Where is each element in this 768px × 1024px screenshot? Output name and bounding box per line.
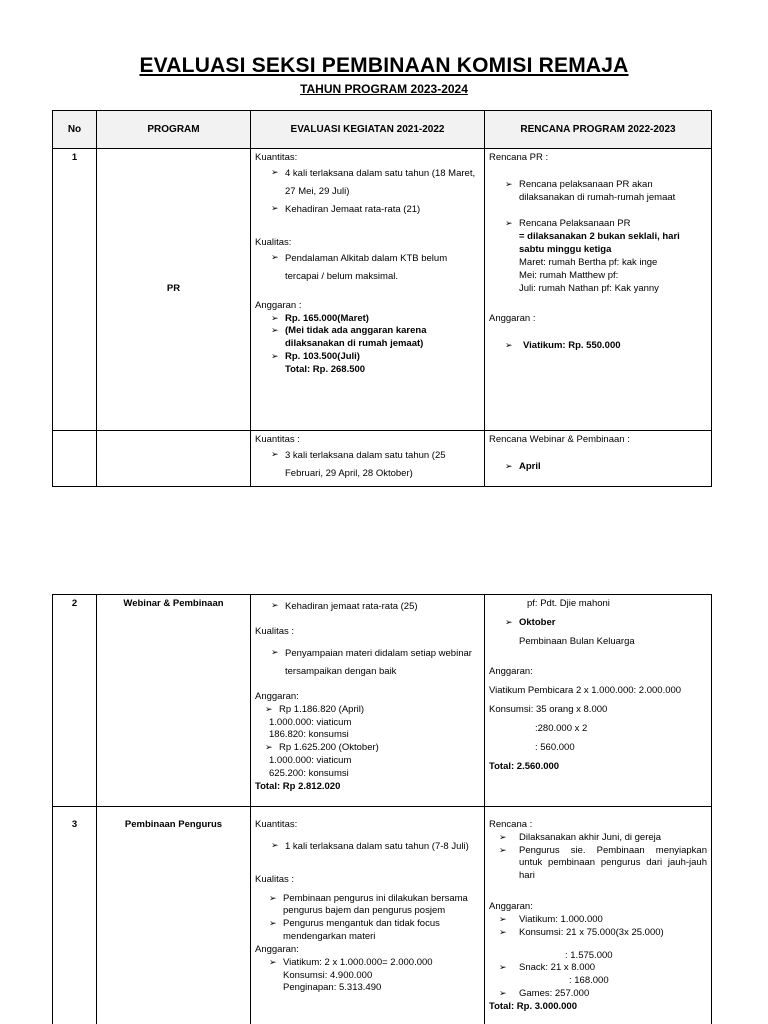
header-no: No: [53, 111, 97, 149]
list-item: ➢ Rencana Pelaksanaan PR: [489, 218, 707, 231]
kualitas-label: Kualitas :: [255, 873, 295, 885]
evaluasi-cell: [251, 149, 485, 431]
anggaran-detail: 186.820: konsumsi: [269, 729, 349, 741]
evaluation-table-1: [52, 110, 712, 487]
rencana-cell: [485, 595, 712, 807]
list-item: ➢ Konsumsi: 21 x 75.000(3x 25.000): [489, 927, 707, 940]
table-row: [53, 595, 712, 807]
rencana-detail: Maret: rumah Bertha pf: kak inge: [519, 256, 658, 268]
rencana-cell: [485, 149, 712, 431]
anggaran-detail: Viatikum Pembicara 2 x 1.000.000: 2.000.000: [489, 685, 682, 697]
header-program: PROGRAM: [97, 111, 251, 149]
row-number: 2: [53, 595, 97, 807]
program-name: Pembinaan Pengurus: [97, 807, 251, 1024]
total-value: Total: Rp. 3.000.000: [489, 1000, 577, 1012]
list-item: ➢ Viatikum: 1.000.000: [489, 914, 707, 927]
anggaran-label: Anggaran:: [489, 666, 533, 678]
list-item: ➢ April: [489, 461, 707, 474]
list-item: ➢ Viatikum: Rp. 550.000: [489, 340, 707, 353]
list-item: ➢ Pembinaan pengurus ini dilakukan bersama pengurus bajem dan pengurus posjem: [255, 893, 480, 919]
document-title: EVALUASI SEKSI PEMBINAAN KOMISI REMAJA: [139, 54, 629, 77]
table-row: [53, 807, 712, 1024]
row-number: [53, 431, 97, 487]
list-item: ➢ Pendalaman Alkitab dalam KTB belum tercapai / belum maksimal.: [255, 250, 480, 286]
rencana-cell: [485, 807, 712, 1024]
kuantitas-label: Kuantitas:: [255, 152, 298, 163]
anggaran-label: Anggaran :: [255, 299, 302, 311]
anggaran-detail: 625.200: konsumsi: [269, 767, 349, 779]
list-item: ➢ Rp. 103.500(Juli): [255, 351, 480, 364]
anggaran-detail: Penginapan: 5.313.490: [283, 982, 382, 994]
kuantitas-label: Kuantitas:: [255, 819, 298, 830]
list-item: ➢ Dilaksanakan akhir Juni, di gereja: [489, 832, 707, 845]
rencana-detail: pf: Pdt. Djie mahoni: [527, 598, 610, 609]
anggaran-detail: Konsumsi: 4.900.000: [283, 969, 373, 981]
kuantitas-label: Kuantitas :: [255, 434, 300, 445]
anggaran-detail: : 560.000: [535, 741, 575, 753]
row-number: 3: [53, 807, 97, 1024]
evaluasi-cell: [251, 431, 485, 487]
list-item: ➢ Rp 1.625.200 (Oktober): [255, 742, 480, 755]
rencana-label: Rencana PR :: [489, 152, 549, 163]
anggaran-detail: :280.000 x 2: [535, 722, 588, 734]
list-item: ➢ Viatikum: 2 x 1.000.000= 2.000.000: [255, 957, 480, 970]
kualitas-label: Kualitas:: [255, 236, 292, 248]
rencana-detail: Mei: rumah Matthew pf:: [519, 269, 619, 281]
evaluasi-cell: [251, 595, 485, 807]
anggaran-label: Anggaran:: [489, 901, 533, 913]
anggaran-label: Anggaran :: [489, 313, 536, 325]
list-item: ➢ 1 kali terlaksana dalam satu tahun (7-8 Juli): [255, 838, 480, 856]
anggaran-label: Anggaran:: [255, 690, 299, 702]
rencana-label: Rencana :: [489, 819, 533, 830]
list-item: ➢ Pengurus mengantuk dan tidak focus mendengarkan materi: [255, 918, 480, 944]
list-item: ➢ Penyampaian materi didalam setiap webinar tersampaikan dengan baik: [255, 645, 480, 681]
row-number: 1: [53, 149, 97, 431]
anggaran-detail: 1.000.000: viaticum: [269, 716, 352, 728]
list-item: ➢ Pengurus sie. Pembinaan menyiapkan untuk pembinaan pengurus dari jauh-jauh hari: [489, 845, 707, 883]
list-item: ➢ Oktober: [489, 617, 707, 630]
list-item: ➢ Games: 257.000: [489, 988, 707, 1001]
header-evaluasi: EVALUASI KEGIATAN 2021-2022: [251, 111, 485, 149]
list-item: ➢ Rencana pelaksanaan PR akan dilaksanakan di rumah-rumah jemaat: [489, 179, 707, 205]
table-row: [53, 149, 712, 431]
table-row: [53, 431, 712, 487]
evaluasi-cell: [251, 807, 485, 1024]
document-subtitle: TAHUN PROGRAM 2023-2024: [300, 82, 468, 96]
table-header-row: [53, 111, 712, 149]
rencana-cell: [485, 431, 712, 487]
list-item: ➢ Rp 1.186.820 (April): [255, 704, 480, 717]
anggaran-detail: Konsumsi: 35 orang x 8.000: [489, 704, 608, 716]
anggaran-detail: : 168.000: [569, 975, 609, 987]
program-name: [97, 431, 251, 487]
list-item: ➢ (Mei tidak ada anggaran karena dilaksanakan di rumah jemaat): [255, 325, 480, 351]
list-item: ➢ Snack: 21 x 8.000: [489, 962, 707, 975]
anggaran-label: Anggaran:: [255, 943, 299, 955]
program-name: PR: [97, 149, 251, 431]
header-rencana: RENCANA PROGRAM 2022-2023: [485, 111, 712, 149]
list-item: ➢ 4 kali terlaksana dalam satu tahun (18 Maret, 27 Mei, 29 Juli): [255, 165, 480, 201]
program-name: Webinar & Pembinaan: [97, 595, 251, 807]
anggaran-detail: 1.000.000: viaticum: [269, 755, 352, 767]
total-value: Total: Rp 2.812.020: [255, 780, 341, 792]
list-item: ➢ Rp. 165.000(Maret): [255, 313, 480, 326]
rencana-detail: Juli: rumah Nathan pf: Kak yanny: [519, 282, 659, 294]
list-item: ➢ Kehadiran Jemaat rata-rata (21): [255, 201, 480, 219]
list-item: ➢ Kehadiran jemaat rata-rata (25): [255, 598, 480, 616]
evaluation-table-2: [52, 594, 712, 1024]
total-value: Total: Rp. 268.500: [285, 363, 366, 375]
anggaran-detail: : 1.575.000: [565, 949, 613, 961]
rencana-detail: = dilaksanakan 2 bukan seklali, hari sabtu minggu ketiga: [519, 231, 680, 256]
total-value: Total: 2.560.000: [489, 760, 560, 772]
kualitas-label: Kualitas :: [255, 626, 295, 638]
rencana-label: Rencana Webinar & Pembinaan :: [489, 434, 630, 445]
list-item: ➢ 3 kali terlaksana dalam satu tahun (25 Februari, 29 April, 28 Oktober): [255, 447, 480, 483]
rencana-detail: Pembinaan Bulan Keluarga: [519, 635, 635, 647]
